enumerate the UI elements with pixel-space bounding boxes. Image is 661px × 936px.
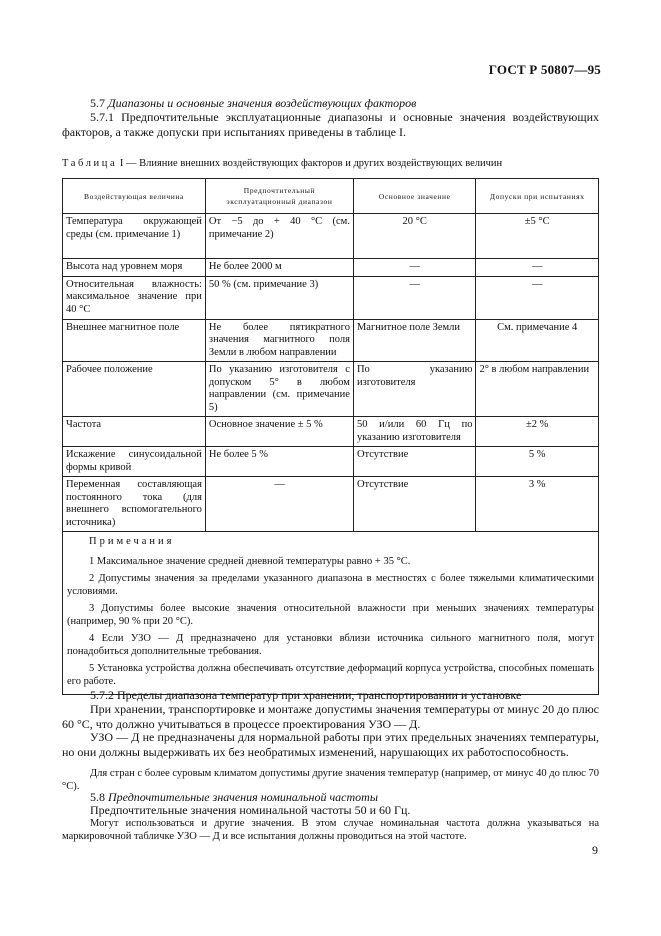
table-cell: От −5 до + 40 °С (см. примечание 2) bbox=[205, 214, 353, 259]
table-cell: — bbox=[353, 259, 476, 277]
section-title: Предпочтительные значения номинальной частоты bbox=[108, 790, 378, 804]
table-cell: 3 % bbox=[476, 477, 599, 532]
section-5-7-heading bbox=[62, 96, 599, 111]
column-header: Предпочтительный эксплуатационный диапазон bbox=[205, 179, 353, 214]
table-cell: Основное значение ± 5 % bbox=[205, 417, 353, 447]
table-row bbox=[63, 214, 599, 259]
table-cell: Магнитное поле Земли bbox=[353, 319, 476, 362]
table-row bbox=[63, 477, 599, 532]
note-item: 5 Установка устройства должна обеспечивать отсутствие деформаций корпуса устройства, способных помешать его работе. bbox=[67, 662, 594, 687]
table-cell: Не более 5 % bbox=[205, 447, 353, 477]
paragraph-5-7-1: 5.7.1 Предпочтительные эксплуатационные диапазоны и основные значения воздействующих факторов, а также допуски при испытаниях приведены в таблице I. bbox=[62, 110, 599, 139]
table-cell: Внешнее магнитное поле bbox=[63, 319, 206, 362]
table-cell: — bbox=[205, 477, 353, 532]
factors-table bbox=[62, 178, 599, 695]
note-item: 4 Если УЗО — Д предназначено для установки вблизи источника сильного магнитного поля, могут понадобиться дополнительные требования. bbox=[67, 632, 594, 657]
paragraph-storage-temperatures: При хранении, транспортировке и монтаже допустимы значения температуры от минус 20 до плюс 60 °С, что должно учитываться в процессе проектирования УЗО — Д. bbox=[62, 702, 599, 731]
table-cell: ±5 °С bbox=[476, 214, 599, 259]
table-cell: 50 % (см. примечание 3) bbox=[205, 276, 353, 319]
table-notes bbox=[63, 532, 599, 695]
section-number: 5.7 bbox=[90, 96, 105, 110]
table-row bbox=[63, 276, 599, 319]
table-cell: 50 и/или 60 Гц по указанию изготовителя bbox=[353, 417, 476, 447]
table-cell: Не более 2000 м bbox=[205, 259, 353, 277]
table-row bbox=[63, 259, 599, 277]
paragraph-5-7-2: 5.7.2 Пределы диапазона температур при хранении, транспортировании и установке bbox=[90, 688, 522, 702]
table-cell: 2° в любом направлении bbox=[476, 362, 599, 417]
section-title: Диапазоны и основные значения воздействующих факторов bbox=[108, 96, 417, 110]
table-header-row bbox=[63, 179, 599, 214]
table-cell: Отсутствие bbox=[353, 477, 476, 532]
table-row bbox=[63, 362, 599, 417]
table-cell: 5 % bbox=[476, 447, 599, 477]
table-cell: — bbox=[476, 276, 599, 319]
table-caption bbox=[62, 158, 502, 169]
table-caption-text: I — Влияние внешних воздействующих факторов и других воздействующих величин bbox=[119, 158, 503, 169]
table-cell: Отсутствие bbox=[353, 447, 476, 477]
table-row bbox=[63, 447, 599, 477]
table-cell: Рабочее положение bbox=[63, 362, 206, 417]
column-header: Допуски при испытаниях bbox=[476, 179, 599, 214]
notes-title: Примечания bbox=[89, 536, 175, 547]
note-item: 2 Допустимы значения за пределами указанного диапазона в местностях с более тяжелыми климатическими условиями. bbox=[67, 572, 594, 597]
column-header: Основное значение bbox=[353, 179, 476, 214]
column-header: Воздействующая величина bbox=[63, 179, 206, 214]
table-cell: Переменная составляющая постоянного тока (для внешнего вспомогательного источника) bbox=[63, 477, 206, 532]
table-cell: Высота над уровнем моря bbox=[63, 259, 206, 277]
paragraph-other-frequencies: Могут использоваться и другие значения. В этом случае номинальная частота должна указываться на маркировочной табличке УЗО — Д и все испытания должны проводиться на этой частоте. bbox=[62, 818, 599, 842]
table-cell: Температура окружающей среды (см. примечание 1) bbox=[63, 214, 206, 259]
table-cell: По указанию изготовителя с допуском 5° в любом направлении (см. примечание 5) bbox=[205, 362, 353, 417]
paragraph-harsh-climate: Для стран с более суровым климатом допустимы другие значения температур (например, от минус 40 до плюс 70 °С). bbox=[62, 768, 599, 792]
paragraph-temperature-limits: УЗО — Д не предназначены для нормальной работы при этих предельных значениях температуры, но они должны выдерживать их без необратимых изменений, нарушающих их работоспособность. bbox=[62, 730, 599, 759]
table-cell: Частота bbox=[63, 417, 206, 447]
table-caption-label: Таблица bbox=[62, 158, 118, 169]
note-item: 1 Максимальное значение средней дневной температуры равно + 35 °С. bbox=[89, 555, 411, 567]
table-cell: — bbox=[353, 276, 476, 319]
table-cell: Искажение синусоидальной формы кривой bbox=[63, 447, 206, 477]
paragraph-preferred-frequency: Предпочтительные значения номинальной частоты 50 и 60 Гц. bbox=[90, 803, 411, 817]
table-row bbox=[63, 417, 599, 447]
table-cell: См. примечание 4 bbox=[476, 319, 599, 362]
section-number: 5.8 bbox=[90, 790, 105, 804]
document-header: ГОСТ Р 50807—95 bbox=[488, 62, 601, 77]
table-cell: По указанию изготовителя bbox=[353, 362, 476, 417]
notes-row bbox=[63, 532, 599, 695]
note-item: 3 Допустимы более высокие значения относительной влажности при меньших значениях температуры (например, 90 % при 20 °С). bbox=[67, 602, 594, 627]
table-cell: Не более пятикратного значения магнитного поля Земли в любом направлении bbox=[205, 319, 353, 362]
table-cell: ±2 % bbox=[476, 417, 599, 447]
table-cell: Относительная влажность: максимальное значение при 40 °С bbox=[63, 276, 206, 319]
table-cell: 20 °С bbox=[353, 214, 476, 259]
page-number: 9 bbox=[592, 843, 598, 857]
table-row bbox=[63, 319, 599, 362]
table-cell: — bbox=[476, 259, 599, 277]
